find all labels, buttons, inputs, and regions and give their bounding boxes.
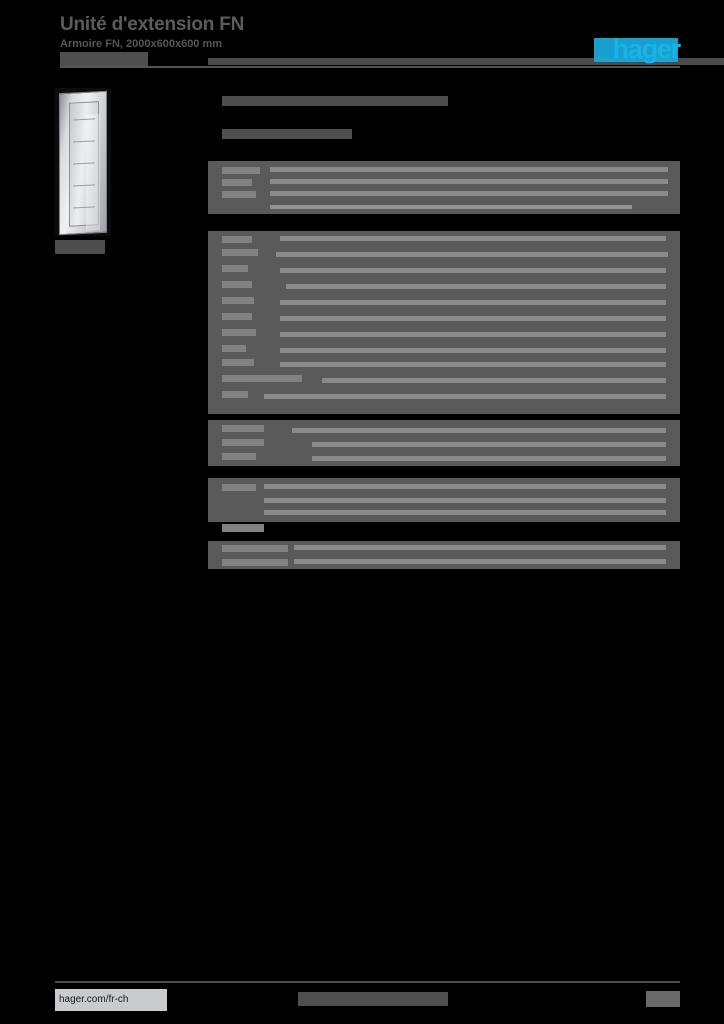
brand-logo: hager: [612, 34, 680, 64]
row-value: [280, 300, 666, 305]
row-label: [222, 236, 252, 243]
row-value: [264, 394, 666, 399]
row-value: [280, 362, 666, 367]
section-ordering: [208, 161, 680, 214]
row-label: [222, 191, 256, 198]
footer-page-number-block: [646, 991, 680, 1007]
section-materials: [208, 478, 680, 522]
row-value: [292, 428, 666, 433]
row-label: [222, 249, 258, 256]
section-logistics: [208, 541, 680, 569]
page-title: Unité d'extension FN: [60, 14, 245, 35]
row-label: [222, 391, 248, 398]
row-value: [286, 284, 666, 289]
header-divider: [60, 66, 680, 68]
footer-note-block: [298, 992, 448, 1006]
row-value: [270, 179, 668, 184]
row-value: [294, 545, 666, 550]
row-label: [222, 439, 264, 446]
row-label: [222, 179, 252, 186]
row-value: [312, 442, 666, 447]
row-label: [222, 453, 256, 460]
row-label: [222, 375, 302, 382]
cabinet-highlight: [86, 114, 100, 231]
row-label: [222, 329, 256, 336]
row-value: [280, 316, 666, 321]
row-label: [222, 545, 288, 552]
row-label: [222, 297, 254, 304]
section-technical: [208, 231, 680, 414]
row-label: [222, 167, 260, 174]
row-value: [312, 456, 666, 461]
row-value: [280, 332, 666, 337]
image-caption-block: [55, 240, 105, 254]
footer-url[interactable]: hager.com/fr-ch: [55, 989, 167, 1011]
document-header: [60, 14, 680, 66]
heading-technical: [222, 129, 352, 139]
footer-page-number: [0, 0, 1, 1]
row-value: [270, 167, 668, 172]
row-value: [280, 348, 666, 353]
row-value: [294, 559, 666, 564]
row-label: [222, 484, 256, 491]
row-label: [222, 281, 252, 288]
row-value: [264, 498, 666, 503]
cabinet-body: [59, 91, 107, 236]
row-value: [276, 252, 668, 257]
cabinet-door: [69, 101, 99, 227]
row-value: [322, 378, 666, 383]
row-label: [222, 524, 264, 532]
row-value: [270, 191, 668, 196]
row-value: [280, 268, 666, 273]
row-label: [222, 345, 246, 352]
footer-divider: [55, 981, 680, 983]
row-label: [222, 359, 254, 366]
page-subtitle: Armoire FN, 2000x600x600 mm: [60, 38, 223, 50]
row-label: [222, 559, 288, 566]
row-value: [270, 205, 632, 209]
row-value: [280, 236, 666, 241]
row-value: [264, 484, 666, 489]
product-image: [55, 88, 111, 236]
section-characteristics: [208, 420, 680, 466]
row-label: [222, 313, 252, 320]
row-label: [222, 265, 248, 272]
row-value: [264, 510, 666, 515]
heading-ordering: [222, 96, 448, 106]
row-label: [222, 425, 264, 432]
